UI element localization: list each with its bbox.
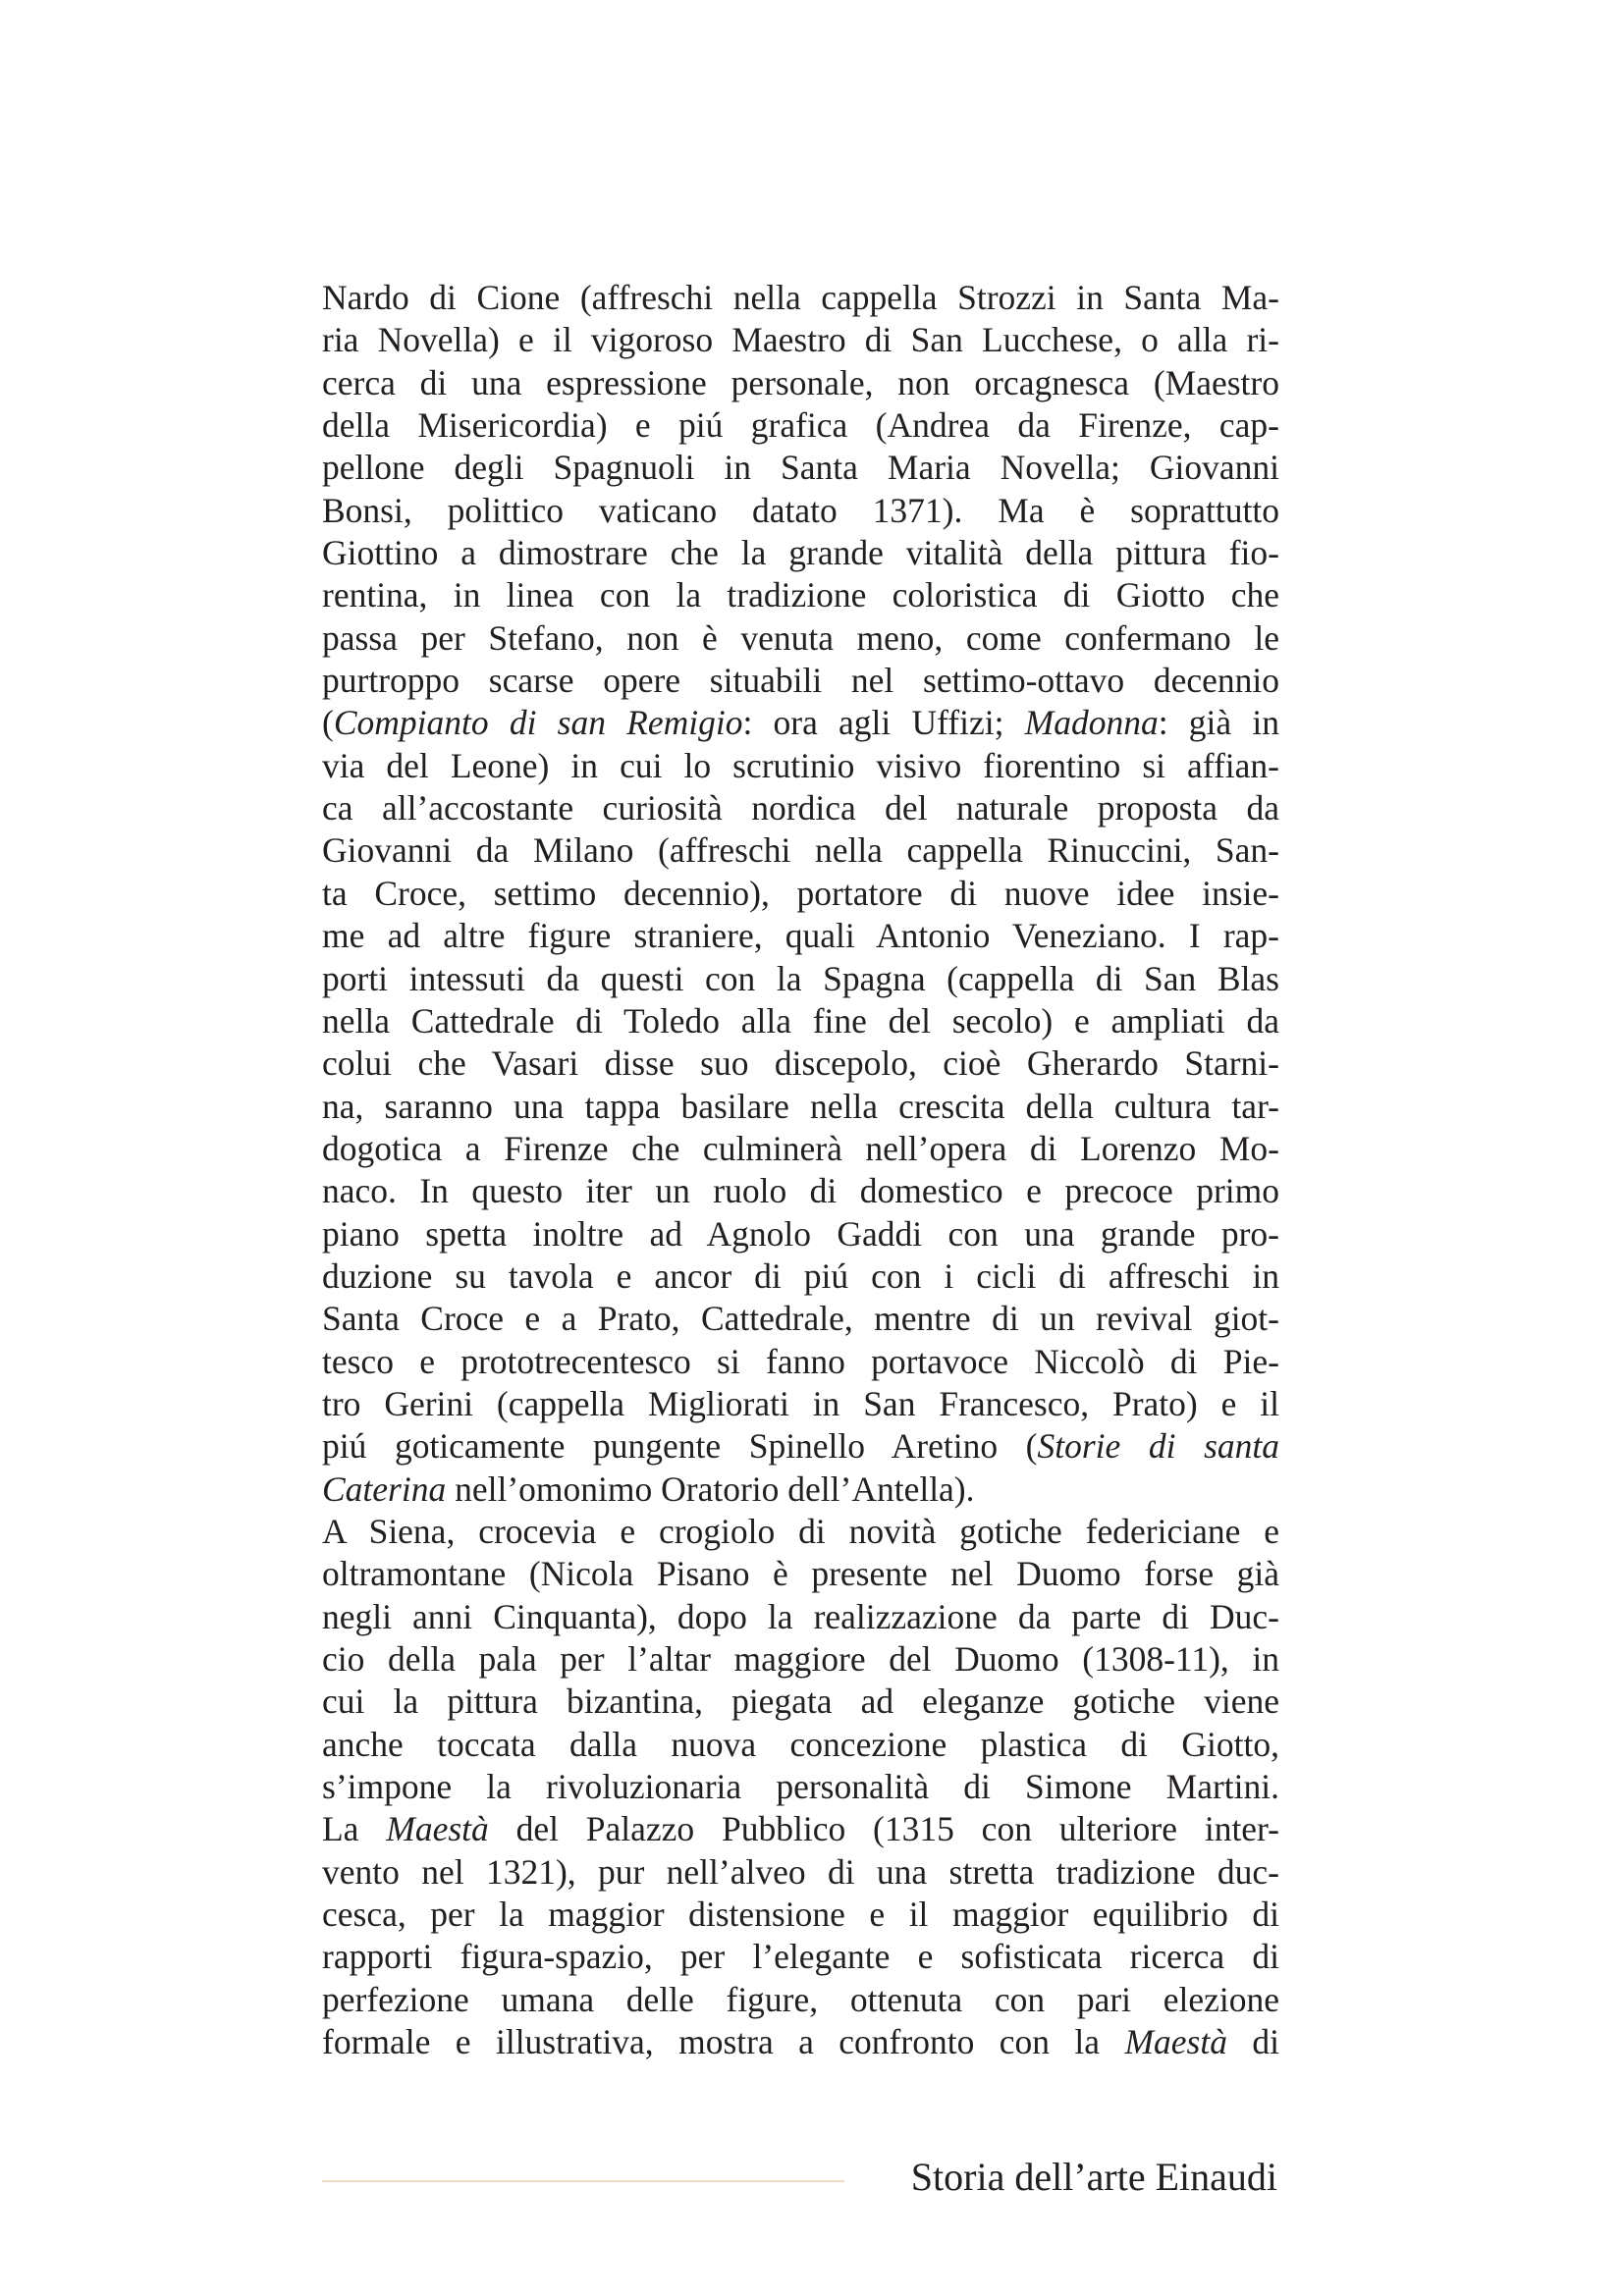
- text-segment: Bonsi, polittico vaticano datato 1371). Ma è soprattutto: [322, 490, 1279, 530]
- text-line: [322, 873, 1279, 915]
- text-line: [322, 1553, 1279, 1595]
- text-line: [322, 915, 1279, 957]
- text-segment: s’impone la rivoluzionaria personalità di Simone Martini.: [322, 1767, 1279, 1807]
- footer-title: Storia dell’arte Einaudi: [910, 2155, 1277, 2199]
- text-segment: tesco e prototrecentesco si fanno portavoce Niccolò di Pie-: [322, 1341, 1279, 1381]
- body-text: [322, 277, 1279, 2063]
- text-segment: nell’omonimo Oratorio dell’Antella).: [446, 1468, 975, 1509]
- text-segment: dogotica a Firenze che culminerà nell’opera di Lorenzo Mo-: [322, 1128, 1279, 1168]
- text-line: [322, 1808, 1279, 1850]
- text-line: [322, 1851, 1279, 1894]
- italic-text: Storie di santa: [1037, 1426, 1279, 1467]
- text-segment: vento nel 1321), pur nell’alveo di una stretta tradizione duc-: [322, 1851, 1279, 1892]
- text-segment: della Misericordia) e piú grafica (Andrea da Firenze, cap-: [322, 405, 1279, 446]
- text-line: [322, 1425, 1279, 1468]
- text-segment: ria Novella) e il vigoroso Maestro di San Lucchese, o alla ri-: [322, 320, 1279, 360]
- text-line: [322, 1000, 1279, 1042]
- text-line: [322, 1766, 1279, 1808]
- text-line: [322, 1042, 1279, 1085]
- italic-text: Maestà: [1124, 2022, 1227, 2062]
- text-line: [322, 1213, 1279, 1255]
- text-segment: rapporti figura-spazio, per l’elegante e sofisticata ricerca di: [322, 1937, 1279, 1977]
- text-segment: via del Leone) in cui lo scrutinio visivo fiorentino si affian-: [322, 745, 1279, 785]
- text-line: [322, 702, 1279, 744]
- text-segment: piú goticamente pungente Spinello Aretino (: [322, 1426, 1038, 1467]
- text-line: [322, 1638, 1279, 1681]
- text-segment: tro Gerini (cappella Migliorati in San Francesco, Prato) e il: [322, 1383, 1279, 1423]
- text-line: [322, 319, 1279, 361]
- italic-text: Caterina: [322, 1468, 447, 1509]
- text-line: [322, 1979, 1279, 2021]
- text-line: [322, 1341, 1279, 1383]
- text-line: [322, 1128, 1279, 1170]
- text-segment: Giovanni da Milano (affreschi nella cappella Rinuccini, San-: [322, 830, 1279, 871]
- text-segment: (: [322, 703, 334, 743]
- text-segment: passa per Stefano, non è venuta meno, come confermano le: [322, 617, 1279, 658]
- text-line: [322, 1681, 1279, 1723]
- text-segment: formale e illustrativa, mostra a confronto con la: [322, 2022, 1125, 2062]
- text-line: [322, 1383, 1279, 1425]
- text-segment: na, saranno una tappa basilare nella crescita della cultura tar-: [322, 1086, 1279, 1126]
- text-segment: negli anni Cinquanta), dopo la realizzazione da parte di Duc-: [322, 1596, 1279, 1636]
- text-segment: A Siena, crocevia e crogiolo di novità gotiche federiciane e: [322, 1511, 1279, 1551]
- text-segment: ca all’accostante curiosità nordica del naturale proposta da: [322, 788, 1279, 828]
- text-line: [322, 1724, 1279, 1766]
- text-line: [322, 1086, 1279, 1128]
- italic-text: Madonna: [1024, 703, 1159, 743]
- text-segment: Nardo di Cione (affreschi nella cappella Strozzi in Santa Ma-: [322, 278, 1279, 317]
- text-line: [322, 660, 1279, 702]
- text-segment: del Palazzo Pubblico (1315 con ulteriore inter-: [488, 1809, 1279, 1849]
- text-segment: cio della pala per l’altar maggiore del Duomo (1308-11), in: [322, 1639, 1279, 1679]
- text-line: [322, 2021, 1279, 2063]
- text-segment: oltramontane (Nicola Pisano è presente nel Duomo forse già: [322, 1554, 1279, 1594]
- text-segment: me ad altre figure straniere, quali Antonio Veneziano. I rap-: [322, 916, 1279, 956]
- text-line: [322, 1298, 1279, 1340]
- text-segment: : già in: [1158, 703, 1279, 743]
- text-line: [322, 1936, 1279, 1978]
- text-segment: piano spetta inoltre ad Agnolo Gaddi con una grande pro-: [322, 1213, 1279, 1254]
- text-line: [322, 829, 1279, 872]
- text-line: [322, 787, 1279, 829]
- text-line: [322, 617, 1279, 660]
- text-segment: cui la pittura bizantina, piegata ad eleganze gotiche viene: [322, 1682, 1279, 1722]
- text-segment: duzione su tavola e ancor di piú con i cicli di affreschi in: [322, 1255, 1279, 1296]
- text-line: [322, 1511, 1279, 1553]
- text-line: [322, 1170, 1279, 1212]
- italic-text: Compianto di san Remigio: [333, 703, 743, 743]
- text-segment: porti intessuti da questi con la Spagna (cappella di San Blas: [322, 958, 1279, 998]
- text-line: [322, 1894, 1279, 1936]
- text-segment: ta Croce, settimo decennio), portatore di nuove idee insie-: [322, 873, 1279, 913]
- text-segment: colui che Vasari disse suo discepolo, cioè Gherardo Starni-: [322, 1043, 1279, 1084]
- text-line: [322, 1596, 1279, 1638]
- text-line: [322, 1468, 1279, 1511]
- text-segment: La: [322, 1809, 387, 1849]
- text-line: [322, 277, 1279, 319]
- text-line: [322, 532, 1279, 574]
- text-segment: : ora agli Uffizi;: [742, 703, 1025, 743]
- italic-text: Maestà: [386, 1809, 489, 1849]
- text-line: [322, 745, 1279, 787]
- text-segment: anche toccata dalla nuova concezione plastica di Giotto,: [322, 1724, 1279, 1764]
- footer-rule: [322, 2180, 844, 2182]
- text-line: [322, 574, 1279, 616]
- text-segment: purtroppo scarse opere situabili nel settimo-ottavo decennio: [322, 661, 1279, 701]
- text-line: [322, 404, 1279, 447]
- text-segment: Giottino a dimostrare che la grande vitalità della pittura fio-: [322, 533, 1279, 573]
- text-segment: Santa Croce e a Prato, Cattedrale, mentre di un revival giot-: [322, 1299, 1279, 1339]
- text-segment: di: [1226, 2022, 1279, 2062]
- text-line: [322, 958, 1279, 1000]
- text-segment: cerca di una espressione personale, non orcagnesca (Maestro: [322, 362, 1279, 402]
- text-line: [322, 1255, 1279, 1298]
- text-segment: naco. In questo iter un ruolo di domestico e precoce primo: [322, 1171, 1279, 1211]
- text-segment: perfezione umana delle figure, ottenuta con pari elezione: [322, 1979, 1279, 2019]
- text-segment: nella Cattedrale di Toledo alla fine del secolo) e ampliati da: [322, 1000, 1279, 1041]
- text-segment: cesca, per la maggior distensione e il maggior equilibrio di: [322, 1895, 1279, 1935]
- text-line: [322, 362, 1279, 404]
- text-line: [322, 447, 1279, 489]
- text-segment: pellone degli Spagnuoli in Santa Maria Novella; Giovanni: [322, 448, 1279, 488]
- text-segment: rentina, in linea con la tradizione coloristica di Giotto che: [322, 575, 1279, 615]
- text-line: [322, 490, 1279, 532]
